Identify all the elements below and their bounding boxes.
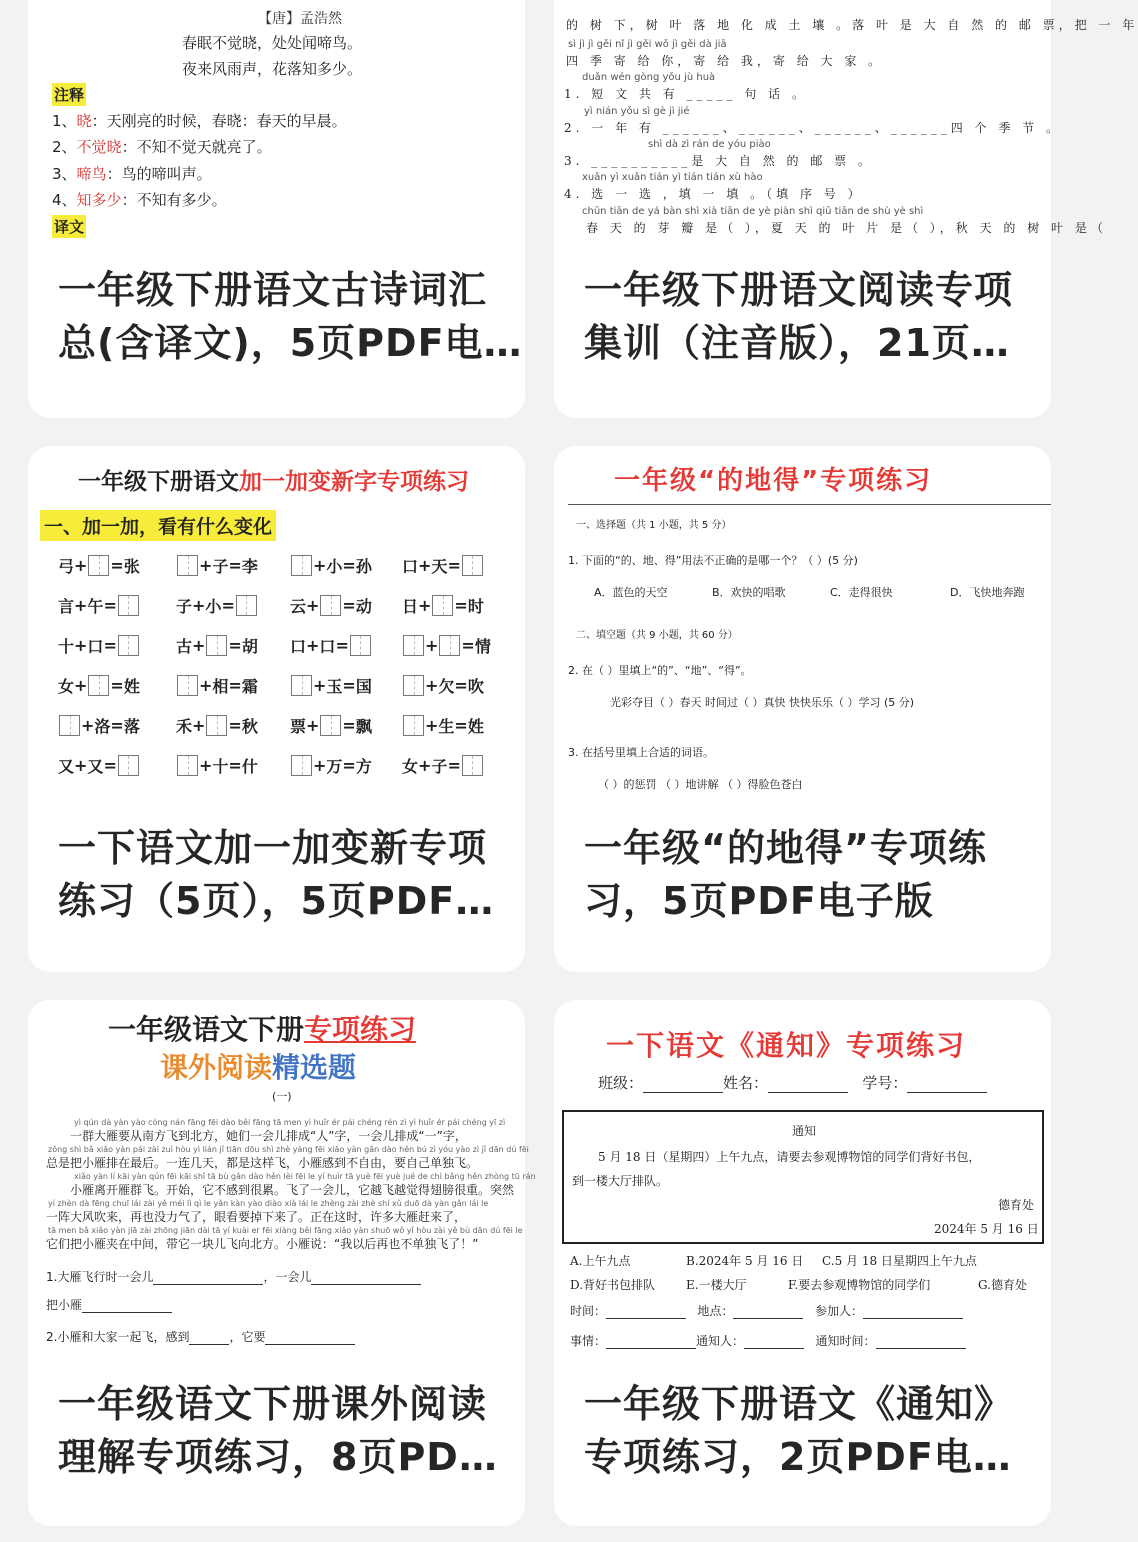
equation: 口 + 口 =	[290, 634, 372, 657]
equation: 女 + = 姓	[58, 676, 140, 696]
blank-box	[291, 755, 312, 776]
equation: 十 + 口 =	[58, 634, 140, 657]
preview-heading: 一年级下册语文加一加变新字专项练习	[78, 469, 469, 495]
equation: + 子 = 李	[176, 554, 258, 577]
pinyin: shì dà zì rán de yóu piào	[648, 139, 771, 150]
equation: + 生 = 姓	[402, 714, 484, 737]
equation: 日 + = 时	[402, 596, 484, 616]
card-title[interactable]: 一年级下册语文阅读专项 集训（注音版），21页…	[584, 268, 1014, 365]
notice-title: 通知	[792, 1124, 817, 1138]
equation: 票 + = 飘	[290, 716, 372, 736]
preview-heading: 一年级语文下册专项练习	[108, 1013, 417, 1046]
preview-section-heading: 一、加一加，看有什么变化	[40, 510, 276, 541]
card-ancient-poems[interactable]	[28, 0, 525, 418]
equation: + 万 = 方	[290, 754, 372, 777]
note-item: 2、不觉晓：不知不觉天就亮了。	[52, 138, 272, 156]
option: F.要去参观博物馆的同学们	[788, 1278, 931, 1292]
preview-subheading: 课外阅读精选题	[160, 1051, 357, 1084]
blank-box	[291, 675, 312, 696]
blank-box	[236, 595, 257, 616]
poem-line: 春眠不觉晓，处处闻啼鸟。	[182, 34, 363, 52]
preview-text: 1. 短 文 共 有 _____ 句 话 。	[564, 87, 808, 101]
equation: + 玉 = 国	[290, 674, 372, 697]
blank-box	[403, 635, 424, 656]
option: B.2024年 5 月 16 日	[686, 1254, 804, 1268]
notice-body: 到一楼大厅排队。	[572, 1174, 669, 1188]
note-item: 4、知多少：不知有多少。	[52, 191, 227, 209]
equation: + 相 = 霜	[176, 674, 258, 697]
preview-text: 4. 选 一 选 ，填 一 填 。（填 序 号 ）	[564, 187, 864, 201]
preview-text: 春 天 的 芽 瓣 是（ ），夏 天 的 叶 片 是（ ），秋 天 的 树 叶 是（	[586, 221, 1107, 235]
blank-box	[320, 715, 341, 736]
blank-box	[118, 635, 139, 656]
blank-box	[462, 755, 483, 776]
option: A．蓝色的天空	[594, 586, 668, 599]
fill-row: 事情： 通知人： 通知时间：	[570, 1332, 966, 1349]
passage-number: (一)	[272, 1090, 292, 1103]
note-item: 3、啼鸟：鸟的啼叫声。	[52, 165, 212, 183]
option: C．走得很快	[830, 586, 893, 599]
card-preview-image	[554, 1000, 1051, 1360]
option: C.5 月 18 日星期四上午九点	[822, 1254, 977, 1268]
equation: + 十 = 什	[176, 754, 258, 777]
notice-frame	[562, 1110, 1044, 1244]
blank-box	[206, 715, 227, 736]
blank-box	[88, 675, 109, 696]
poem-line: 夜来风雨声，花落知多少。	[182, 60, 363, 78]
option: A.上午九点	[570, 1254, 631, 1268]
card-title[interactable]: 一年级“的地得”专项练 习，5页PDF电子版	[584, 826, 987, 923]
card-add-char-practice[interactable]	[28, 446, 525, 972]
pinyin: chūn tiān de yá bàn shì xià tiān de yè piàn shì qiū tiān de shù yè shì	[582, 206, 924, 217]
question: 把小雁	[46, 1296, 172, 1313]
card-preview-image	[554, 446, 1051, 806]
card-title[interactable]: 一下语文加一加变新专项 练习（5页），5页PDF…	[58, 826, 495, 923]
notice-body: 5 月 18 日（星期四）上午九点，请要去参观博物馆的同学们背好书包，	[598, 1150, 981, 1164]
blank-box	[320, 595, 341, 616]
blank-box	[439, 635, 460, 656]
equation: + = 情	[402, 634, 491, 657]
equation: 女 + 子 =	[402, 754, 484, 777]
card-reading-training[interactable]	[554, 0, 1138, 418]
passage-line: 小雁离开雁群飞。开始，它不感到很累。飞了一会儿，它越飞越觉得翅膀很重。突然	[70, 1183, 515, 1197]
equation: 口 + 天 =	[402, 554, 484, 577]
blank-box	[206, 635, 227, 656]
blank-box	[432, 595, 453, 616]
passage-line: 总是把小雁排在最后。一连几天，都是这样飞，小雁感到不自由，要自己单独飞。	[46, 1156, 479, 1170]
equation: 云 + = 动	[290, 596, 372, 616]
preview-text: 四 季 寄 给 你，寄 给 我，寄 给 大 家 。	[566, 54, 885, 68]
equation: 子 + 小 =	[176, 594, 258, 617]
question: 3. 在括号里填上合适的词语。	[568, 746, 714, 759]
pinyin: yì qún dà yàn yào cóng nán fāng fēi dào běi fāng tā men yì huǐr ér pái chéng rén zì yì huǐr ér pái chéng yī zì	[74, 1118, 506, 1127]
card-preview-image	[28, 446, 525, 806]
section-title: 一、选择题（共 1 小题，共 5 分）	[576, 520, 732, 531]
equation: + 洛 = 落	[58, 714, 140, 737]
pinyin: tā men bǎ xiǎo yàn jiā zài zhōng jiān dài tā yí kuài er fēi xiàng běi fāng xiǎo yàn shuō wǒ yǐ hòu zài yě bù dān dú fēi le	[48, 1226, 523, 1235]
equation: 言 + 午 =	[58, 594, 140, 617]
passage-line: 一群大雁要从南方飞到北方，她们一会儿排成“人”字，一会儿排成“一”字，	[70, 1129, 467, 1143]
pinyin: yì nián yǒu sì gè jì jié	[584, 106, 690, 117]
pinyin: xuǎn yì xuǎn tián yì tián tián xù hào	[582, 172, 763, 183]
option: B．欢快的唱歌	[712, 586, 786, 599]
question-line: 光彩夺目（ ）春天 时间过（ ）真快 快快乐乐（ ）学习 (5 分)	[610, 696, 915, 709]
option: G.德育处	[978, 1278, 1027, 1292]
translation-heading: 译文	[52, 215, 86, 238]
blank-box	[118, 755, 139, 776]
blank-box	[462, 555, 483, 576]
blank-box	[177, 555, 198, 576]
passage-line: 它们把小雁夹在中间，带它一块儿飞向北方。小雁说：“我以后再也不单独飞了！”	[46, 1237, 479, 1251]
question: 2. 在（ ）里填上“的”、“地”、“得”。	[568, 664, 752, 677]
equation: 弓 + = 张	[58, 556, 140, 576]
card-preview-image	[28, 0, 525, 240]
pinyin: sì jì jì gěi nǐ jì gěi wǒ jì gěi dà jiā	[568, 39, 727, 50]
blank-box	[177, 755, 198, 776]
preview-heading: 一年级“的地得”专项练习	[614, 466, 933, 496]
blank-box	[59, 715, 80, 736]
pinyin: xiǎo yàn lí kāi yàn qún fēi kāi shǐ tā bù gǎn dào hěn lèi fēi le yí huìr tā yuè fēi yuè jué de chì bǎng hěn zhòng tū rán	[74, 1172, 536, 1181]
question: 1. 下面的“的、地、得”用法不正确的是哪一个？（ ）(5 分)	[568, 554, 858, 567]
blank-box	[118, 595, 139, 616]
equation: 古 + = 胡	[176, 636, 258, 656]
equation: + 小 = 孙	[290, 554, 372, 577]
preview-heading: 一下语文《通知》专项练习	[606, 1029, 967, 1062]
pinyin: zǒng shì bǎ xiǎo yàn pái zài zuì hòu yì lián jǐ tiān dōu shì zhè yàng fēi xiǎo yàn gǎn dào hěn bú zì yóu yào zì jǐ dān dú fēi	[48, 1145, 529, 1154]
card-de-di-de-practice[interactable]	[554, 446, 1051, 972]
preview-text: 3. __________是 大 自 然 的 邮 票 。	[564, 154, 874, 168]
student-info-row: 班级： 姓名： 学号：	[598, 1072, 987, 1093]
card-preview-image	[28, 1000, 536, 1360]
pinyin: duǎn wén gòng yǒu jù huà	[582, 72, 716, 83]
equation: + 欠 = 吹	[402, 674, 484, 697]
card-extra-reading[interactable]	[28, 1000, 536, 1526]
note-item: 1、晓：天刚亮的时候，春晓：春天的早晨。	[52, 112, 347, 130]
question: 1.大雁飞行时一会儿 ，一会儿	[46, 1268, 421, 1285]
blank-box	[403, 715, 424, 736]
option: D．飞快地奔跑	[950, 586, 1025, 599]
poem-author: 【唐】孟浩然	[258, 11, 342, 27]
card-title[interactable]: 一年级语文下册课外阅读 理解专项练习，8页PD…	[58, 1382, 498, 1479]
option: E.一楼大厅	[686, 1278, 747, 1292]
equation: 禾 + = 秋	[176, 716, 258, 736]
card-title[interactable]: 一年级下册语文《通知》 专项练习，2页PDF电…	[584, 1382, 1014, 1479]
notice-signer: 德育处	[998, 1198, 1035, 1212]
notice-date: 2024年 5 月 16 日	[934, 1222, 1039, 1236]
passage-line: 一阵大风吹来，再也没力气了，眼看要掉下来了。正在这时，许多大雁赶来了，	[46, 1210, 467, 1224]
question-line: （ ）的惩罚 （ ）地讲解 （ ）得脸色苍白	[598, 778, 803, 791]
blank-box	[403, 675, 424, 696]
section-title: 二、填空题（共 9 小题，共 60 分）	[576, 630, 738, 641]
notes-heading: 注释	[52, 83, 86, 106]
question: 2.小雁和大家一起飞，感到 ，它要	[46, 1328, 355, 1345]
card-notice-practice[interactable]	[554, 1000, 1051, 1526]
pinyin: yí zhèn dà fēng chuī lái zài yě méi lì qì le yǎn kàn yào diào xià lái le zhèng zài zhè shí xǔ duō dà yàn gǎn lái le	[48, 1199, 489, 1208]
card-title[interactable]: 一年级下册语文古诗词汇 总(含译文)，5页PDF电…	[58, 268, 523, 365]
blank-box	[177, 675, 198, 696]
preview-text: 2. 一 年 有 ______、______、______、______四 个 季 节 。	[564, 121, 1062, 135]
blank-box	[350, 635, 371, 656]
equation: 又 + 又 =	[58, 754, 140, 777]
fill-row: 时间： 地点： 参加人：	[570, 1302, 963, 1319]
option: D.背好书包排队	[570, 1278, 656, 1292]
blank-box	[291, 555, 312, 576]
blank-box	[88, 555, 109, 576]
preview-text: 的 树 下，树 叶 落 地 化 成 土 壤 。落 叶 是 大 自 然 的 邮 票，把 一 年	[566, 18, 1138, 32]
divider	[568, 504, 1051, 505]
card-preview-image	[554, 0, 1138, 245]
